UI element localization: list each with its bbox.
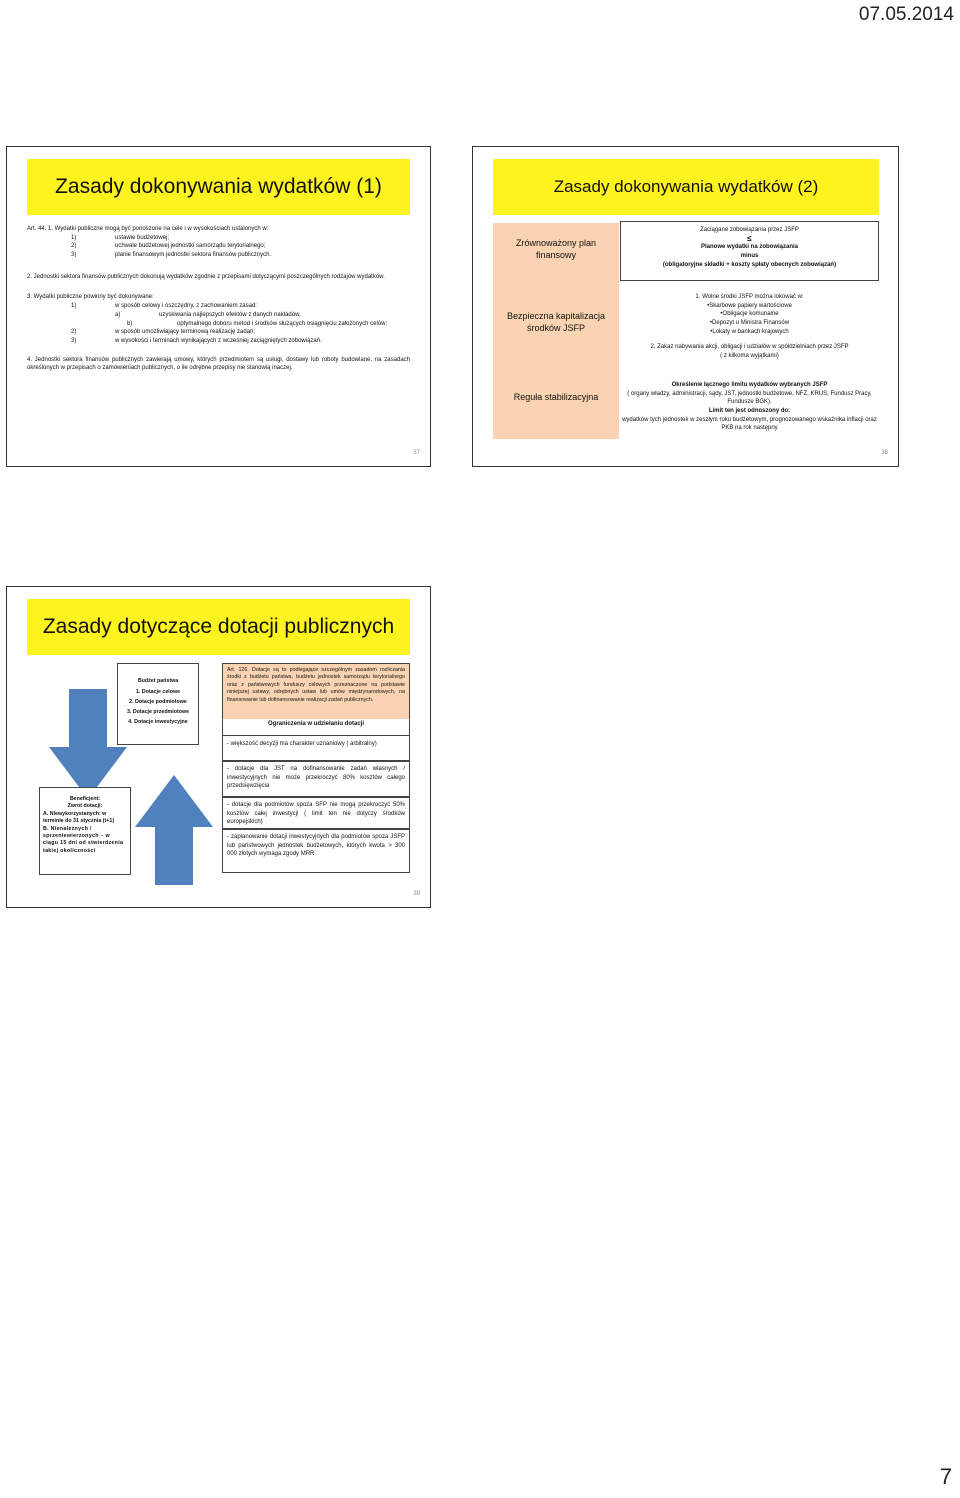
slide-title-bar (493, 159, 879, 215)
arrow-up-icon (135, 775, 213, 885)
list-item: •Skarbowe papiery wartościowe (707, 302, 792, 309)
list-item: 1) ustawie budżetowej; (71, 234, 170, 241)
page-date: 07.05.2014 (858, 4, 954, 25)
list-item: •Depozyt u Ministra Finansów (709, 320, 790, 327)
slide-title: Zasady dokonywania wydatków (2) (553, 177, 819, 196)
restriction-item: - dotacje dla podmiotów spoza SFP nie mogą przekroczyć 50% kosztów całej inwestycji ( limit ten nie dotyczy środków europejskich) (222, 797, 410, 829)
article-44-list (27, 234, 410, 260)
stabilization-box: Określenie łącznego limitu wydatków wybranych JSFP ( organy władzy, administracji, sądy, JST, jednostki budżetowe, NFZ, KRUS, Fundusz Pracy, Fundusze BGK). Limit ten jest odnoszony do: wydatków tych jednostek w zeszłym roku budżetowym, prognozowanego wskaźnika inflacji oraz PKB na rok następny (622, 382, 877, 432)
list-item: 2) uchwale budżetowej jednostki samorządu terytorialnego; (71, 243, 266, 250)
list-item: 1. Dotacje celowe (135, 688, 181, 695)
slide-title: Zasady dotyczące dotacji publicznych (42, 615, 395, 638)
slide-title-bar (27, 599, 410, 655)
slide-number: 39 (413, 891, 420, 897)
list-item: 2) w sposób umożliwiający terminową realizację zadań; (71, 329, 256, 336)
paragraph-3-heading: 3. Wydatki publiczne powinny być dokonywane: (27, 294, 154, 301)
slide-title-bar (27, 159, 410, 215)
arrow-down-icon (49, 689, 127, 799)
slide-number: 38 (881, 450, 888, 456)
list-item: •Obligacje komunalne (720, 311, 779, 318)
paragraph-3-list (27, 302, 410, 345)
balanced-plan-box: Zaciągane zobowiązania przez JSFP ≤ Planowe wydatki na zobowiązania minus (obligatoryjne składki + koszty spłaty obecnych zobowiązań) (620, 221, 879, 281)
principle-label: Bezpieczna kapitalizacja środków JSFP (506, 311, 606, 334)
page-number: 7 (939, 1464, 952, 1489)
capitalization-box: 1. Wolne środki JSFP można lokować w: •Skarbowe papiery wartościowe •Obligacje komunalne •Depozyt u Ministra Finansów •Lokaty w bankach krajowych 2. Zakaz nabywania akcji, obligacji i udziałów w spółdzielniach przez JSFP ( z kilkoma wyjątkami) (620, 287, 879, 379)
restriction-item: - dotacje dla JST na dofinansowanie zadań własnych / inwestycyjnych nie może przekroczyć 80% kosztów całego przedsięwzięcia (222, 761, 410, 797)
state-budget-box: Budżet państwa 1. Dotacje celowe 2. Dotacje podmiotowe 3. Dotacje przedmiotowe 4. Dotacje inwestycyjne (117, 663, 199, 745)
list-item: 4. Dotacje inwestycyjne (128, 718, 188, 725)
slide-38 (472, 146, 899, 467)
slide-title: Zasady dokonywania wydatków (1) (55, 175, 382, 198)
list-item: 2. Dotacje podmiotowe (129, 699, 187, 706)
list-item: 1) w sposób celowy i oszczędny, z zachowaniem zasad: (71, 303, 257, 310)
slide-39 (6, 586, 431, 908)
list-item: •Lokaty w bankach krajowych (710, 328, 789, 335)
list-item: 3) planie finansowym jednostki sektora finansów publicznych. (71, 252, 272, 259)
list-item: a) uzyskiwania najlepszych efektów z danych nakładów, (115, 311, 301, 318)
restriction-item: - większość decyzji ma charakter uznaniowy ( arbitralny) (222, 735, 410, 761)
restriction-item: - zaplanowanie dotacji inwestycyjnych dla podmiotów spoza JSFP lub państwowych jednostek budżetowych, których kwota > 300 000 złotych wymaga zgody MRR (222, 829, 410, 873)
slide-number: 37 (413, 450, 420, 456)
paragraph-4: 4. Jednostki sektora finansów publicznych zawierają umowy, których przedmiotem są usługi, dostawy lub roboty budowlane, na zasadach określonych w przepisach o zamówieniach publicznych, o ile odrębne przepisy nie stanowią inaczej. (27, 356, 410, 372)
restrictions-title: Ograniczenia w udzielaniu dotacji (267, 721, 365, 727)
list-item: 3. Dotacje przedmiotowe (126, 709, 190, 716)
list-item: b) optymalnego doboru metod i środków służących osiągnięciu założonych celów; (127, 320, 388, 327)
slide-body (27, 225, 410, 373)
principle-label: Reguła stabilizacyjna (513, 392, 599, 402)
principle-label: Zrównoważony plan finansowy (515, 238, 597, 261)
list-item: 3) w wysokości i terminach wynikających z wcześniej zaciągniętych zobowiązań. (71, 337, 322, 344)
paragraph-2: 2. Jednostki sektora finansów publicznych dokonują wydatków zgodnie z przepisami dotyczącymi poszczególnych rodzajów wydatków. (27, 273, 385, 280)
slide-37 (6, 146, 431, 467)
beneficiary-box: Beneficjent: Zwrot dotacji: A. Niewykorzystanych: w terminie do 31 stycznia (t+1) B. Nienależnych / sprzeniewierzonych – w ciągu 15 dni od stwierdzenia takiej okoliczności (39, 787, 131, 875)
article-126-box: Art. 126. Dotacje są to podlegające szczególnym zasadom rozliczania środki z budżetu państwa, budżetu jednostek samorządu terytorialnego oraz z państwowych funduszy celowych przeznaczone na podstawie niniejszej ustawy, odrębnych ustaw lub umów międzynarodowych, na finansowanie lub dofinansowanie realizacji zadań publicznych. (222, 663, 410, 735)
article-44-heading: Art. 44. 1. Wydatki publiczne mogą być ponoszone na cele i w wysokościach ustalonych w: (27, 226, 269, 232)
